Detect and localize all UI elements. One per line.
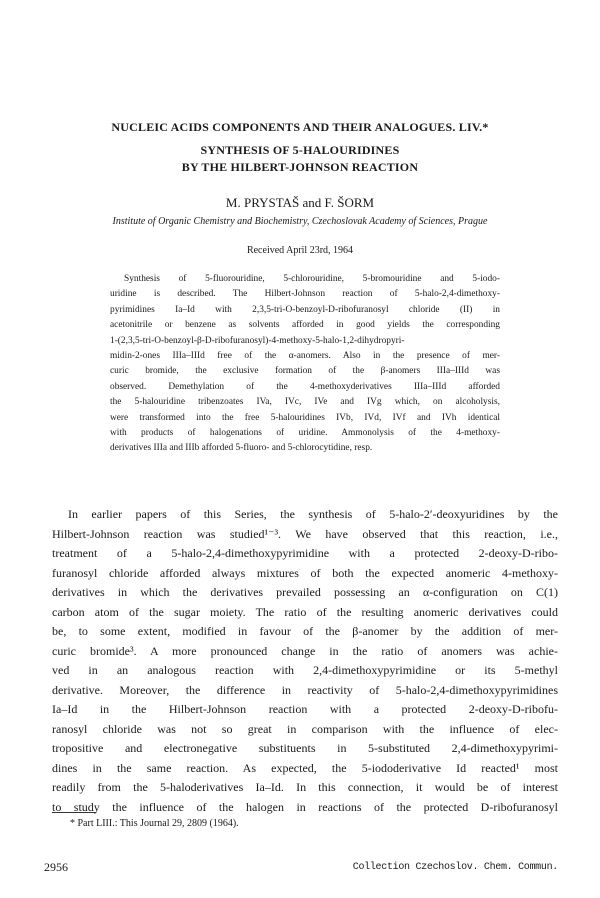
abstract-line: curic bromide, the exclusive formation of the β-anomers IIIa–IIId was xyxy=(110,366,500,377)
abstract-line: the 5-halouridine tribenzoates IVa, IVc, IVe and IVg which, on alcoholysis, xyxy=(110,397,500,408)
abstract xyxy=(110,272,500,457)
body-line: be, to some extent, modified in favour of the β-anomer by the addition of mer- xyxy=(52,624,558,638)
abstract-line: 1-(2,3,5-tri-O-benzoyl-β-D-ribofuranosyl)-4-methoxy-5-halo-1,2-dihydropyri- xyxy=(110,335,405,346)
abstract-line: midin-2-ones IIIa–IIId free of the α-anomers. Also in the presence of mer- xyxy=(110,351,500,362)
abstract-line: derivatives IIIa and IIIb afforded 5-fluoro- and 5-chlorocytidine, resp. xyxy=(110,443,373,454)
abstract-line: pyrimidines Ia–Id with 2,3,5-tri-O-benzoyl-D-ribofuranosyl chloride (II) in xyxy=(110,304,500,315)
body-line: readily from the 5-haloderivatives Ia–Id. In this connection, it would be of interest xyxy=(52,780,558,794)
affiliation: Institute of Organic Chemistry and Biochemistry, Czechoslovak Academy of Sciences, Prague xyxy=(112,216,488,227)
page-number: 2956 xyxy=(44,860,68,874)
body-line: to study the influence of the halogen in reactions of the protected D-ribofuranosyl xyxy=(52,799,558,814)
body-line: derivatives in which the derivatives prevailed possessing an α-configuration on C(1) xyxy=(52,585,558,599)
body-line: ved in an analogous reaction with 2,4-dimethoxypyrimidine or its 5-methyl xyxy=(52,663,558,677)
body-line: derivative. Moreover, the difference in reactivity of 5-halo-2,4-dimethoxypyrimidines xyxy=(52,682,558,697)
received-date: Received April 23rd, 1964 xyxy=(246,245,354,256)
abstract-line: acetonitrile or benzene as solvents afforded in good yields the corresponding xyxy=(110,320,500,331)
body-line: Hilbert-Johnson reaction was studied¹⁻³. We have observed that this reaction, i.e., xyxy=(52,526,558,541)
body-line: carbon atom of the sugar moiety. The ratio of the resulting anomeric derivatives could xyxy=(52,604,558,619)
body-line: dines in the same reaction. As expected, the 5-iododerivative Id reacted¹ most xyxy=(52,760,558,775)
body-line: Ia–Id in the Hilbert-Johnson reaction with a protected 2-deoxy-D-ribofu- xyxy=(52,702,558,716)
journal-name: Collection Czechoslov. Chem. Commun. xyxy=(352,862,558,873)
abstract-line: with products of halogenations of uridine. Ammonolysis of the 4-methoxy- xyxy=(110,428,500,439)
footnote-rule xyxy=(52,812,96,813)
abstract-line: Synthesis of 5-fluorouridine, 5-chlorouridine, 5-bromouridine and 5-iodo- xyxy=(124,274,500,284)
body-line: treatment of a 5-halo-2,4-dimethoxypyrimidine with a protected 2-deoxy-D-ribo- xyxy=(52,546,558,560)
body-line: curic bromide³. A more pronounced change in the ratio of anomers was achie- xyxy=(52,643,558,658)
authors: M. PRYSTAŠ and F. ŠORM xyxy=(225,195,375,210)
body-line: ranosyl chloride was not so great in comparison with the influence of elec- xyxy=(52,721,558,736)
body-line: tropositive and electronegative substituents in 5-substituted 2,4-dimethoxypyrimi- xyxy=(52,741,558,755)
abstract-line: were transformed into the free 5-halouridines IVb, IVd, IVf and IVh identical xyxy=(110,412,500,423)
abstract-line: observed. Demethylation of the 4-methoxyderivatives IIIa–IIId afforded xyxy=(110,381,500,392)
footnote: * Part LIII.: This Journal 29, 2809 (1964). xyxy=(70,818,239,829)
body-line: In earlier papers of this Series, the synthesis of 5-halo-2′-deoxyuridines by the xyxy=(68,507,558,521)
title-line-2: SYNTHESIS OF 5-HALOURIDINES xyxy=(200,143,400,157)
body-line: furanosyl chloride afforded always mixtures of both the expected anomeric 4-methoxy- xyxy=(52,565,558,580)
title-line-1: NUCLEIC ACIDS COMPONENTS AND THEIR ANALOGUES. LIV.* xyxy=(111,120,489,134)
title-line-3: BY THE HILBERT-JOHNSON REACTION xyxy=(181,160,419,174)
body-text xyxy=(52,505,558,817)
abstract-line: uridine is described. The Hilbert-Johnson reaction of 5-halo-2,4-dimethoxy- xyxy=(110,289,500,300)
